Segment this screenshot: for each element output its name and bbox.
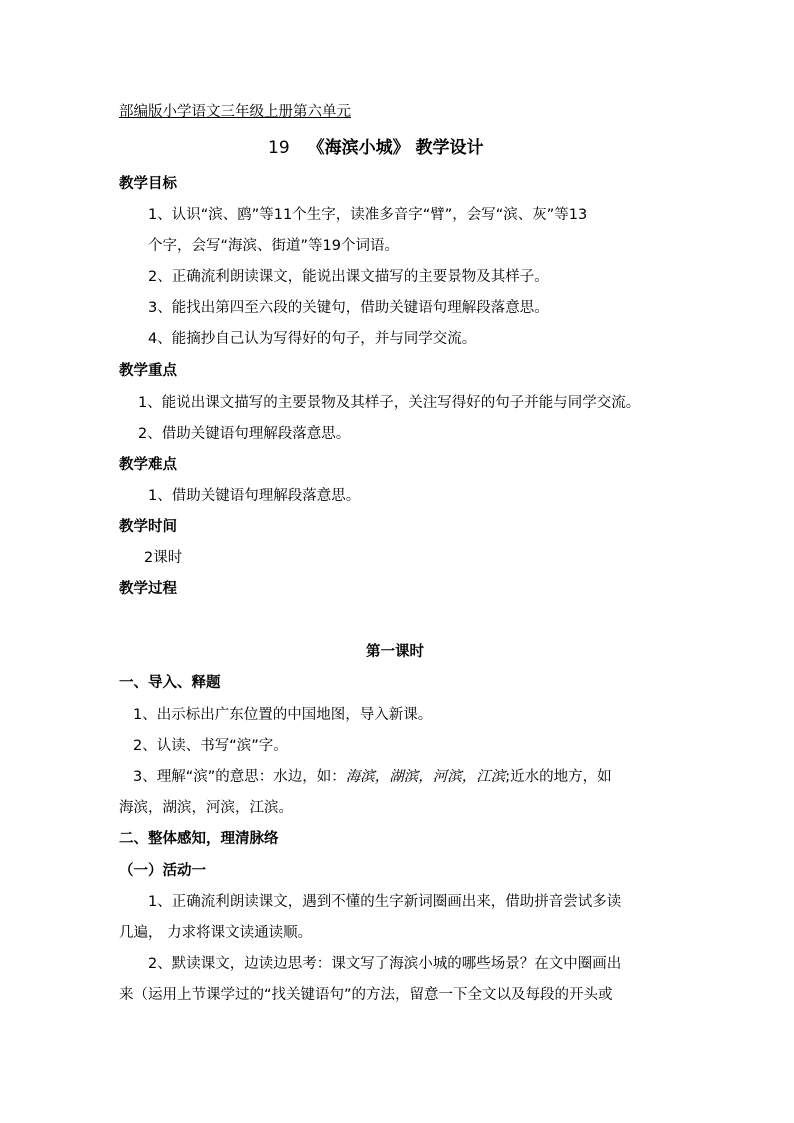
lesson-number: 19	[268, 138, 290, 158]
activity1-heading: （一）活动一	[119, 863, 206, 879]
activity1-line-2: 2、默读课文，边读边思考：课文写了海滨小城的哪些场景？在文中圈画出	[148, 956, 622, 972]
activity1-line-2-cont: 来（运用上节课学过的“找关键语句”的方法，留意一下全文以及每段的开头或	[119, 987, 613, 1003]
time-heading: 教学时间	[119, 519, 177, 535]
lesson-title: 《海滨小城》 教学设计	[307, 138, 484, 158]
key-points-heading: 教学重点	[119, 363, 177, 379]
time-value: 2课时	[144, 550, 183, 566]
section1-line-2: 2、认读、书写“滨”字。	[133, 738, 288, 754]
section1-line-3: 3、理解“滨”的意思：水边，如：海滨，湖滨，河滨，江滨;近水的地方，如	[133, 769, 612, 785]
objective-4: 4、能摘抄自己认为写得好的句子，并与同学交流。	[148, 331, 477, 347]
document-title	[268, 138, 484, 158]
objective-3: 3、能找出第四至六段的关键句，借助关键语句理解段落意思。	[148, 300, 549, 316]
objective-1: 1、认识“滨、鸥”等11个生字，读准多音字“臂”，会写“滨、灰”等13	[148, 207, 588, 223]
objective-2: 2、正确流利朗读课文，能说出课文描写的主要景物及其样子。	[148, 269, 549, 285]
activity1-line-1-cont: 几遍， 力求将课文读通读顺。	[119, 925, 313, 941]
key-point-2: 2、借助关键语句理解段落意思。	[138, 426, 351, 442]
section2-heading: 二、整体感知，理清脉络	[119, 831, 279, 847]
examples-mixed: 海滨，湖滨，河滨，江滨。	[119, 800, 293, 816]
difficulty-1: 1、借助关键语句理解段落意思。	[148, 488, 361, 504]
activity1-line-1: 1、正确流利朗读课文，遇到不懂的生字新词圈画出来，借助拼音尝试多读	[148, 894, 622, 910]
lesson1-heading: 第一课时	[366, 644, 424, 660]
objective-1-cont: 个字，会写“海滨、街道”等19个词语。	[148, 238, 399, 254]
unit-header: 部编版小学语文三年级上册第六单元	[119, 104, 351, 120]
examples-italic: 海滨，湖滨，河滨，江滨	[345, 769, 506, 785]
objectives-heading: 教学目标	[119, 176, 177, 192]
section1-heading: 一、导入、释题	[119, 675, 221, 691]
key-point-1: 1、能说出课文描写的主要景物及其样子，关注写得好的句子并能与同学交流。	[138, 395, 641, 411]
difficulties-heading: 教学难点	[119, 457, 177, 473]
section1-line-3-cont	[119, 798, 293, 818]
process-heading: 教学过程	[119, 581, 177, 597]
section1-line-1: 1、出示标出广东位置的中国地图，导入新课。	[133, 707, 433, 723]
